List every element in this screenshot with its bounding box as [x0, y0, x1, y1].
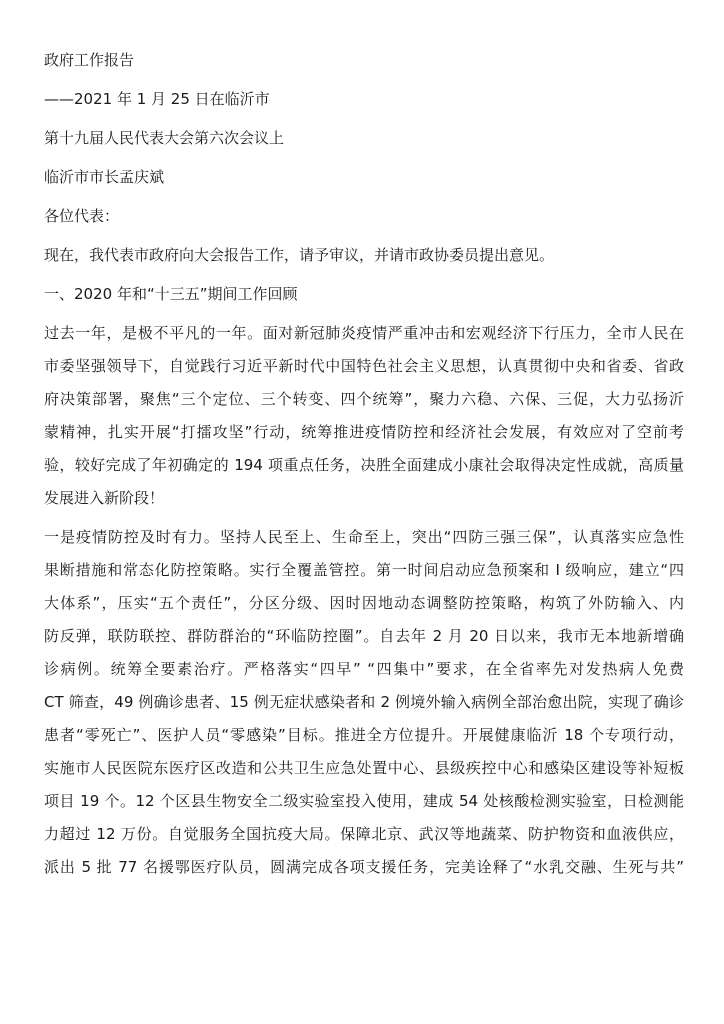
paragraph-line: 府决策部署，聚焦“三个定位、三个转变、四个统筹”，聚力六稳、六保、三促，大力弘扬沂 [44, 390, 684, 408]
paragraph-line: 实施市人民医院东医疗区改造和公共卫生应急处置中心、县级疾控中心和感染区建设等补短板 [44, 759, 684, 777]
paragraph-line: 市委坚强领导下，自觉践行习近平新时代中国特色社会主义思想，认真贯彻中央和省委、省政 [44, 357, 684, 375]
paragraph-line: 果断措施和常态化防控策略。实行全覆盖管控。第一时间启动应急预案和 I 级响应，建立“四 [44, 561, 684, 579]
paragraph-line: 项目 19 个。12 个区县生物安全二级实验室投入使用，建成 54 处核酸检测实验室，日检测能 [44, 792, 684, 810]
report-meeting-line: 第十九届人民代表大会第六次会议上 [44, 129, 285, 147]
report-body [44, 44, 684, 884]
paragraph-line: 派出 5 批 77 名援鄂医疗队员，圆满完成各项支援任务，完美诠释了“水乳交融、生死与共” [44, 858, 684, 876]
intro-paragraph: 现在，我代表市政府向大会报告工作，请予审议，并请市政协委员提出意见。 [44, 246, 555, 264]
report-title: 政府工作报告 [44, 51, 135, 69]
report-date-line: ——2021 年 1 月 25 日在临沂市 [44, 90, 270, 108]
paragraph-line: 防反弹，联防联控、群防群治的“环临防控圈”。自去年 2 月 20 日以来，我市无本地新增确 [44, 627, 684, 645]
paragraph-line: 发展进入新阶段！ [44, 489, 165, 507]
paragraph-line: 大体系”，压实“五个责任”，分区分级、因时因地动态调整防控策略，构筑了外防输入、内 [44, 594, 684, 612]
paragraph-line: 一是疫情防控及时有力。坚持人民至上、生命至上，突出“四防三强三保”，认真落实应急性 [44, 528, 684, 546]
paragraph-line: 力超过 12 万份。自觉服务全国抗疫大局。保障北京、武汉等地蔬菜、防护物资和血液供应， [44, 825, 684, 843]
section-heading: 一、2020 年和“十三五”期间工作回顾 [44, 285, 298, 303]
paragraph-line: CT 筛查，49 例确诊患者、15 例无症状感染者和 2 例境外输入病例全部治愈出院，实现了确诊 [44, 693, 684, 711]
paragraph-epidemic-control [44, 521, 684, 884]
paragraph-review [44, 317, 684, 515]
paragraph-line: 诊病例。统筹全要素治疗。严格落实“四早” “四集中”要求，在全省率先对发热病人免费 [44, 660, 684, 678]
paragraph-line: 验，较好完成了年初确定的 194 项重点任务，决胜全面建成小康社会取得决定性成就，高质量 [44, 456, 684, 474]
paragraph-line: 过去一年，是极不平凡的一年。面对新冠肺炎疫情严重冲击和宏观经济下行压力，全市人民在 [44, 324, 684, 342]
paragraph-line: 蒙精神，扎实开展“打擂攻坚”行动，统筹推进疫情防控和经济社会发展，有效应对了空前考 [44, 423, 684, 441]
salutation: 各位代表： [44, 207, 120, 225]
paragraph-line: 患者“零死亡”、医护人员“零感染”目标。推进全方位提升。开展健康临沂 18 个专项行动， [44, 726, 684, 744]
report-speaker: 临沂市市长孟庆斌 [44, 168, 165, 186]
